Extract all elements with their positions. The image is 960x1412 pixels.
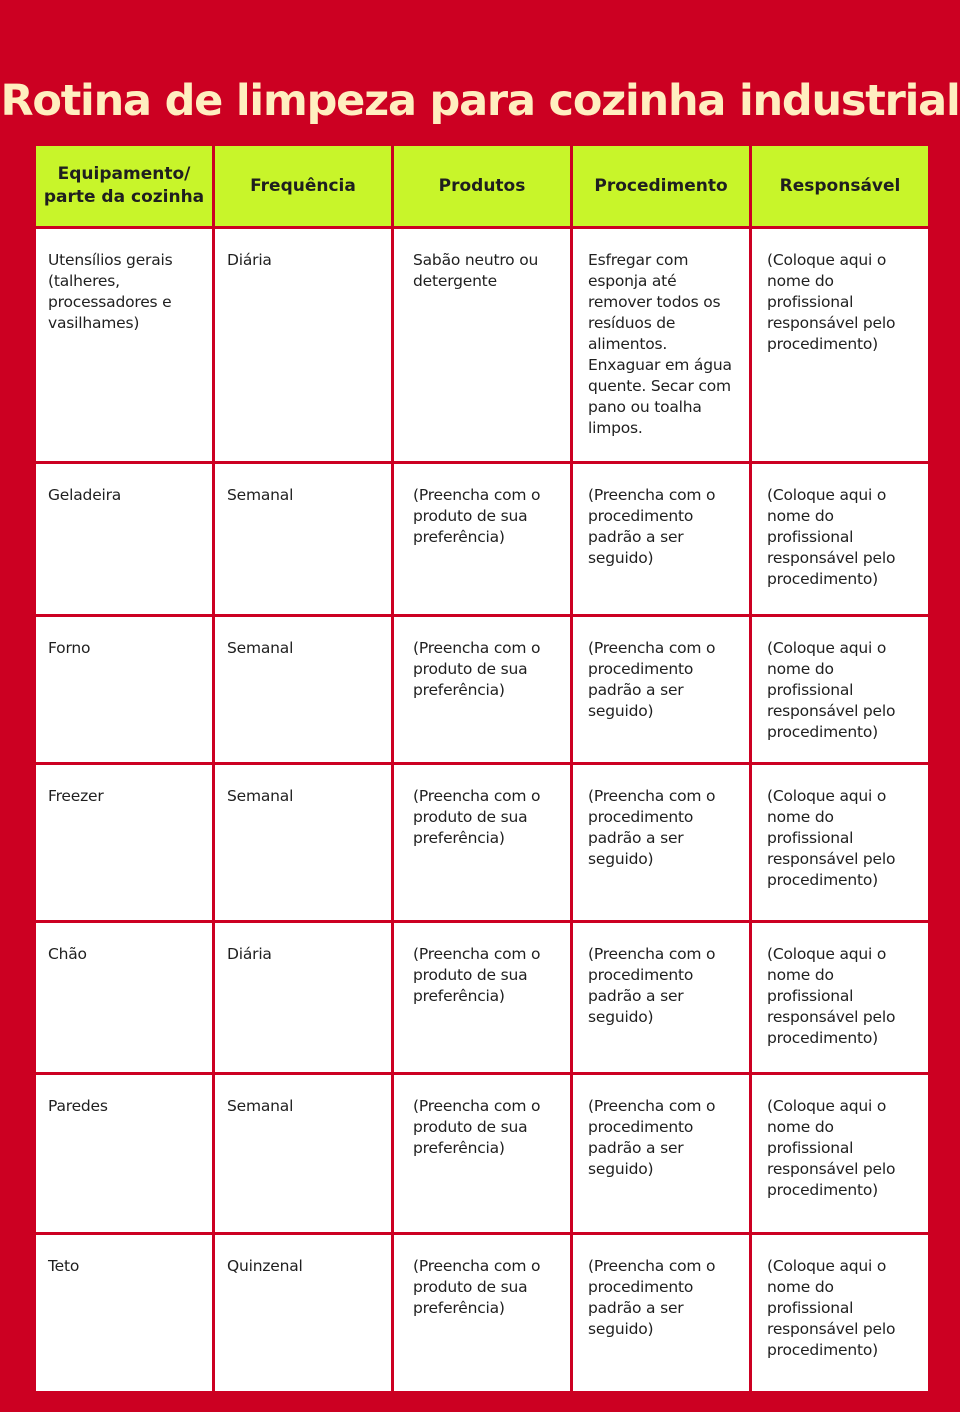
cleaning-routine-table <box>33 143 931 1394</box>
header-responsavel: Responsável <box>751 145 930 228</box>
cell-frequencia: Quinzenal <box>214 1234 393 1393</box>
cell-equipamento: Forno <box>35 616 214 764</box>
table-row <box>35 1234 930 1393</box>
header-produtos: Produtos <box>393 145 572 228</box>
cell-equipamento: Teto <box>35 1234 214 1393</box>
cell-equipamento: Utensílios gerais (talheres, processadores e vasilhames) <box>35 228 214 463</box>
cell-produtos: (Preencha com o produto de sua preferência) <box>393 463 572 616</box>
cell-responsavel: (Coloque aqui o nome do profissional responsável pelo procedimento) <box>751 463 930 616</box>
cell-responsavel: (Coloque aqui o nome do profissional responsável pelo procedimento) <box>751 1234 930 1393</box>
cell-produtos: (Preencha com o produto de sua preferência) <box>393 616 572 764</box>
cell-procedimento: (Preencha com o procedimento padrão a ser seguido) <box>572 1074 751 1234</box>
cell-produtos: (Preencha com o produto de sua preferência) <box>393 922 572 1074</box>
table-row <box>35 228 930 463</box>
table-row <box>35 463 930 616</box>
cell-procedimento: (Preencha com o procedimento padrão a ser seguido) <box>572 463 751 616</box>
cell-procedimento: (Preencha com o procedimento padrão a ser seguido) <box>572 616 751 764</box>
cell-procedimento: Esfregar com esponja até remover todos os resíduos de alimentos. Enxaguar em água quente. Secar com pano ou toalha limpos. <box>572 228 751 463</box>
cell-equipamento: Paredes <box>35 1074 214 1234</box>
cell-equipamento: Geladeira <box>35 463 214 616</box>
header-frequencia: Frequência <box>214 145 393 228</box>
cell-responsavel: (Coloque aqui o nome do profissional responsável pelo procedimento) <box>751 764 930 922</box>
cell-produtos: (Preencha com o produto de sua preferência) <box>393 1074 572 1234</box>
cell-frequencia: Semanal <box>214 616 393 764</box>
cell-frequencia: Semanal <box>214 1074 393 1234</box>
cell-responsavel: (Coloque aqui o nome do profissional responsável pelo procedimento) <box>751 616 930 764</box>
cell-produtos: (Preencha com o produto de sua preferência) <box>393 764 572 922</box>
cell-responsavel: (Coloque aqui o nome do profissional responsável pelo procedimento) <box>751 228 930 463</box>
header-equipamento: Equipamento/ parte da cozinha <box>35 145 214 228</box>
table-row <box>35 616 930 764</box>
cell-procedimento: (Preencha com o procedimento padrão a ser seguido) <box>572 1234 751 1393</box>
header-procedimento: Procedimento <box>572 145 751 228</box>
cell-procedimento: (Preencha com o procedimento padrão a ser seguido) <box>572 922 751 1074</box>
page-title: Rotina de limpeza para cozinha industrial <box>0 75 960 126</box>
cell-equipamento: Chão <box>35 922 214 1074</box>
cell-procedimento: (Preencha com o procedimento padrão a ser seguido) <box>572 764 751 922</box>
table-row <box>35 1074 930 1234</box>
cell-frequencia: Semanal <box>214 463 393 616</box>
table-row <box>35 764 930 922</box>
cell-equipamento: Freezer <box>35 764 214 922</box>
table-row <box>35 922 930 1074</box>
cell-responsavel: (Coloque aqui o nome do profissional responsável pelo procedimento) <box>751 1074 930 1234</box>
cell-responsavel: (Coloque aqui o nome do profissional responsável pelo procedimento) <box>751 922 930 1074</box>
cell-frequencia: Diária <box>214 228 393 463</box>
cell-frequencia: Diária <box>214 922 393 1074</box>
cell-frequencia: Semanal <box>214 764 393 922</box>
cell-produtos: Sabão neutro ou detergente <box>393 228 572 463</box>
table-header-row <box>35 145 930 228</box>
cell-produtos: (Preencha com o produto de sua preferência) <box>393 1234 572 1393</box>
